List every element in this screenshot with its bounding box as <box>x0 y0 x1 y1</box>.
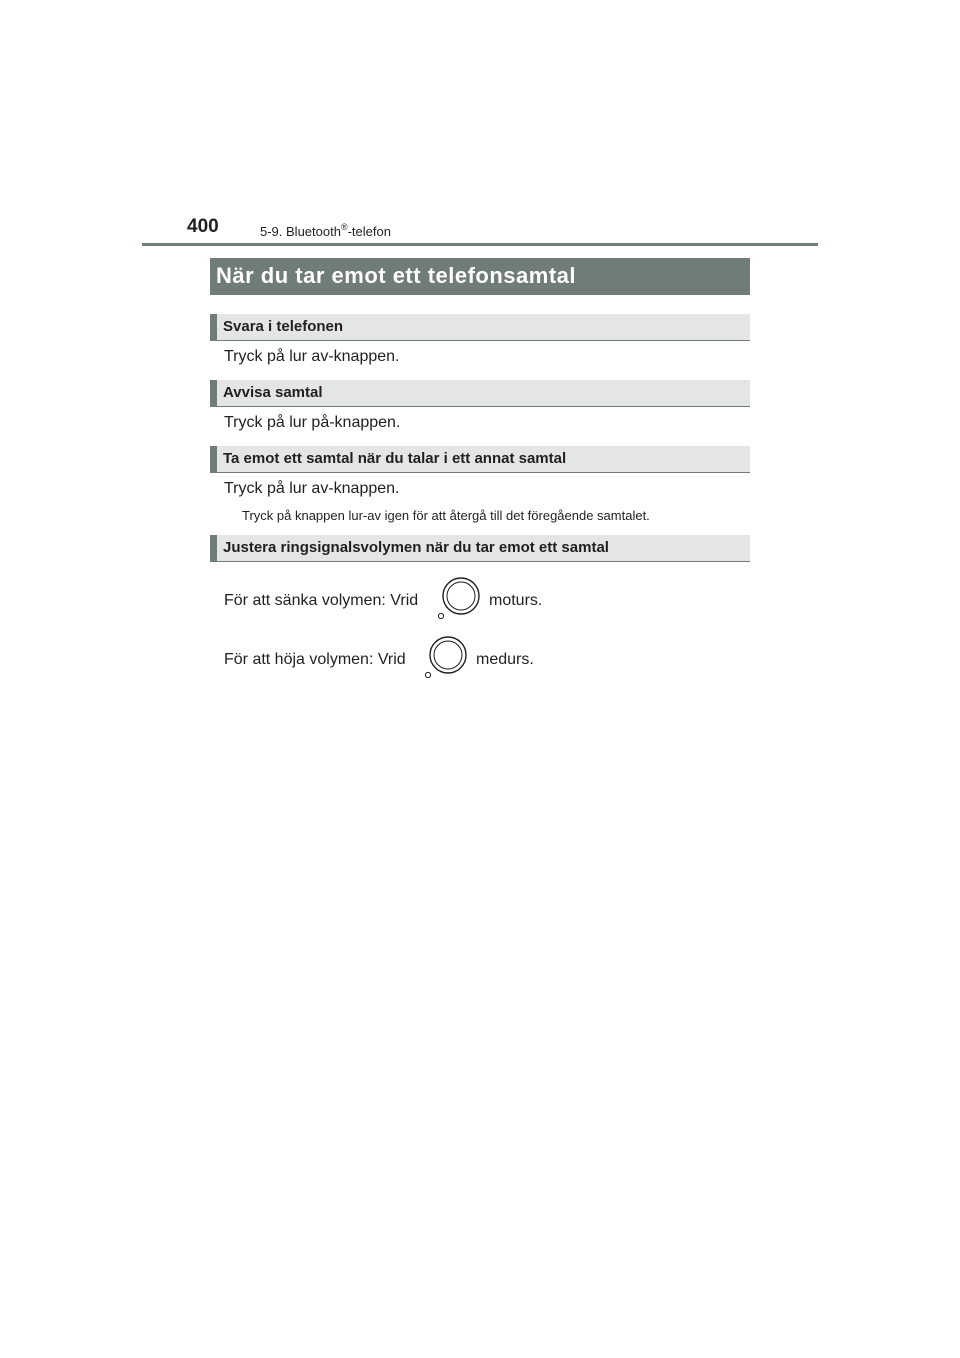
running-head-prefix: 5-9. Bluetooth <box>260 224 341 239</box>
header-rule <box>142 243 818 246</box>
volume-raise-suffix: medurs. <box>476 651 534 668</box>
volume-lower-suffix: moturs. <box>489 592 543 609</box>
registered-mark: ® <box>340 222 348 232</box>
call-waiting-note: Tryck på knappen lur-av igen för att återgå till det föregående samtalet. <box>242 508 650 523</box>
subhead-ring-volume: Justera ringsignalsvolymen när du tar emot ett samtal <box>210 535 750 562</box>
section-title: När du tar emot ett telefonsamtal <box>210 258 750 295</box>
rotary-knob-icon <box>437 576 481 620</box>
call-waiting-text: Tryck på lur av-knappen. <box>224 480 400 497</box>
page-number: 400 <box>187 216 219 237</box>
subhead-answer: Svara i telefonen <box>210 314 750 341</box>
subhead-reject: Avvisa samtal <box>210 380 750 407</box>
running-head <box>260 222 391 239</box>
volume-raise-prefix: För att höja volymen: Vrid <box>224 651 406 668</box>
reject-text: Tryck på lur på-knappen. <box>224 414 401 431</box>
answer-text: Tryck på lur av-knappen. <box>224 348 400 365</box>
running-head-suffix: -telefon <box>347 224 391 239</box>
volume-lower-prefix: För att sänka volymen: Vrid <box>224 592 419 609</box>
subhead-call-waiting: Ta emot ett samtal när du talar i ett annat samtal <box>210 446 750 473</box>
rotary-knob-icon <box>424 635 468 679</box>
